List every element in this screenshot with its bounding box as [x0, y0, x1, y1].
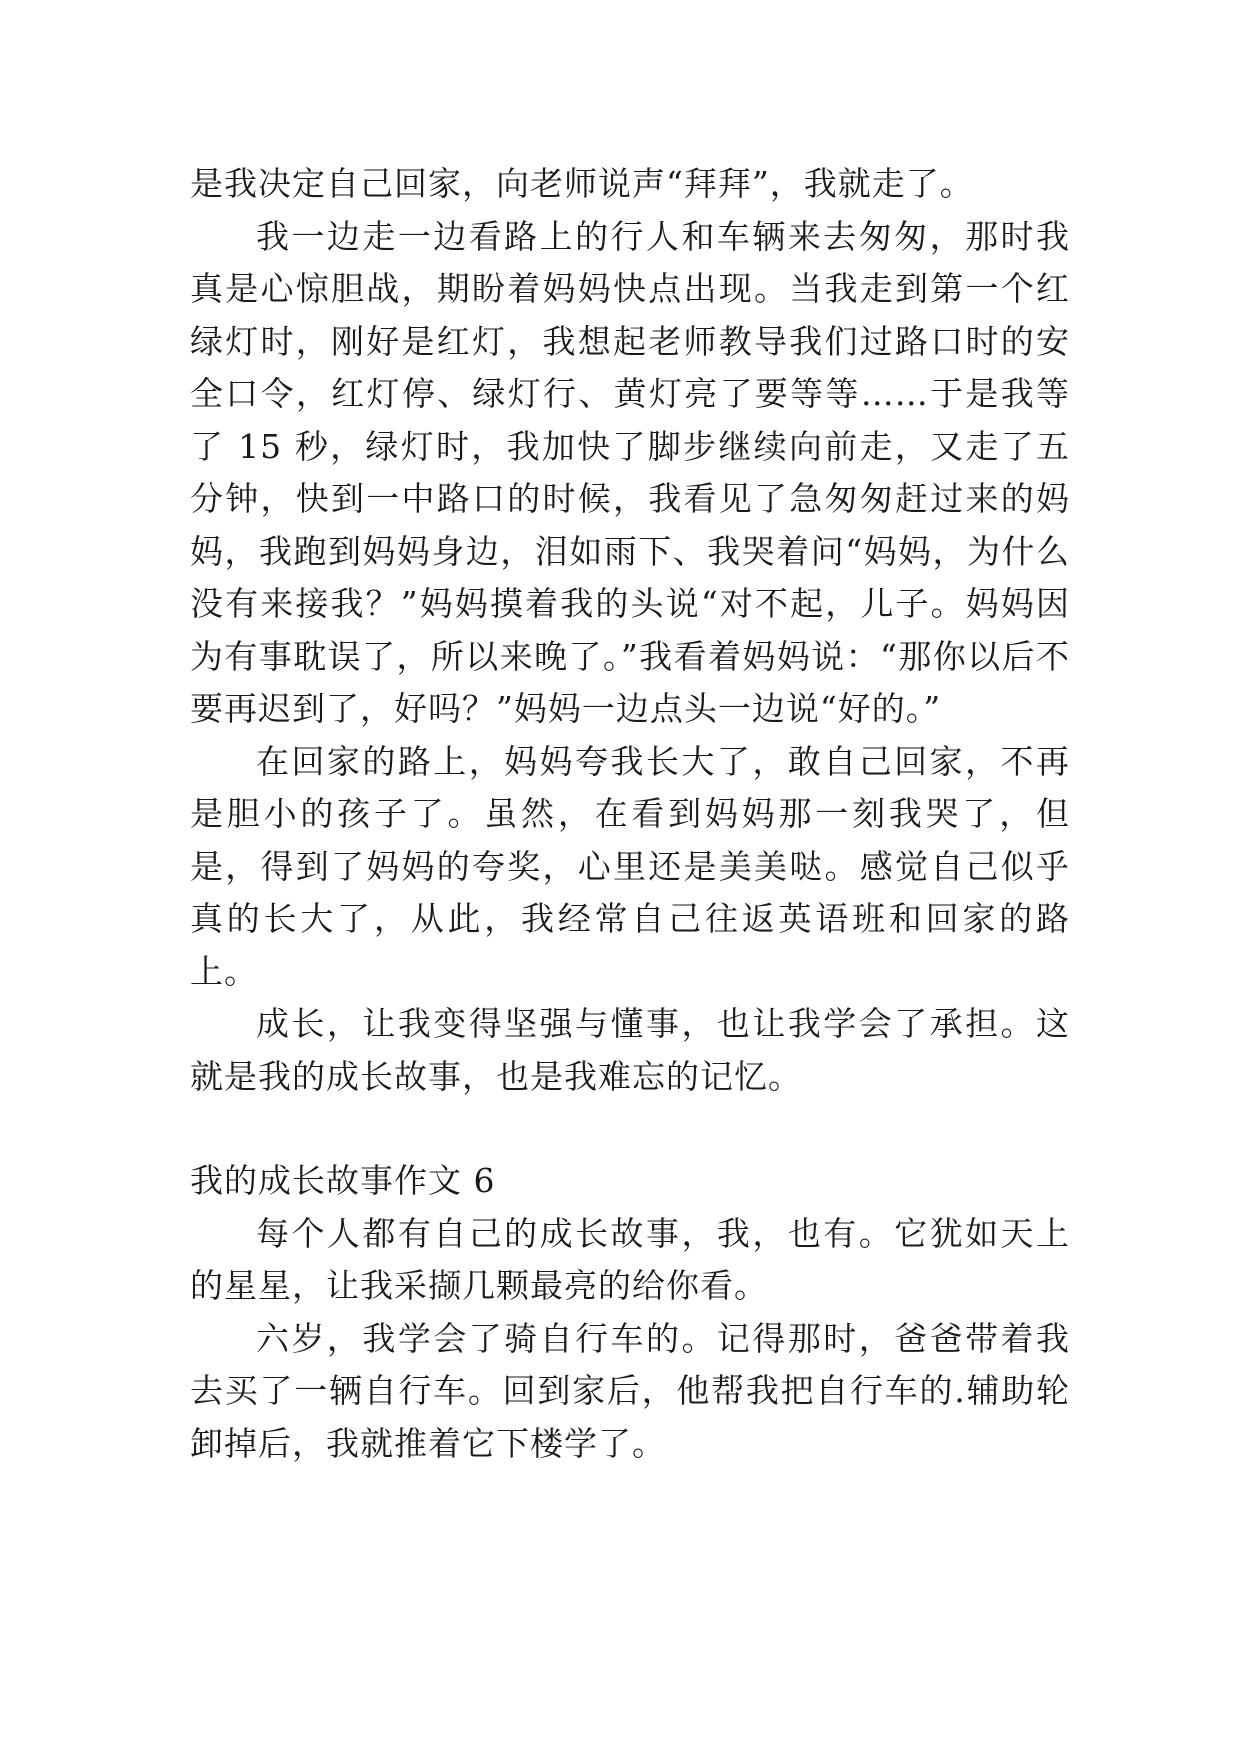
paragraph-bicycle: 六岁，我学会了骑自行车的。记得那时，爸爸带着我去买了一辆自行车。回到家后，他帮我把自行车的.辅助轮卸掉后，我就推着它下楼学了。	[190, 1318, 1070, 1463]
paragraph-continued: 是我决定自己回家，向老师说声“拜拜”，我就走了。	[190, 164, 974, 203]
paragraph-walking-home: 我一边走一边看路上的行人和车辆来去匆匆，那时我真是心惊胆战，期盼着妈妈快点出现。当我走到第一个红绿灯时，刚好是红灯，我想起老师教导我们过路口时的安全口令，红灯停、绿灯行、黄灯亮了要等等……于是我等了 15 秒，绿灯时，我加快了脚步继续向前走，又走了五分钟，快到一中路口的时候，我看见了急匆匆赶过来的妈妈，我跑到妈妈身边，泪如雨下、我哭着问“妈妈，为什么没有来接我？”妈妈摸着我的头说“对不起，儿子。妈妈因为有事耽误了，所以来晚了。”我看着妈妈说：“那你以后不要再迟到了，好吗？”妈妈一边点头一边说“好的。”	[190, 216, 1070, 728]
section-heading: 我的成长故事作文 6	[190, 1161, 496, 1200]
paragraph-praise: 在回家的路上，妈妈夸我长大了，敢自己回家，不再是胆小的孩子了。虽然，在看到妈妈那一刻我哭了，但是，得到了妈妈的夸奖，心里还是美美哒。感觉自己似乎真的长大了，从此，我经常自己往返英语班和回家的路上。	[190, 741, 1070, 991]
document-body	[190, 158, 1070, 1470]
paragraph-conclusion: 成长，让我变得坚强与懂事，也让我学会了承担。这就是我的成长故事，也是我难忘的记忆。	[190, 1004, 1070, 1096]
paragraph-intro: 每个人都有自己的成长故事，我，也有。它犹如天上的星星，让我采撷几颗最亮的给你看。	[190, 1213, 1070, 1305]
